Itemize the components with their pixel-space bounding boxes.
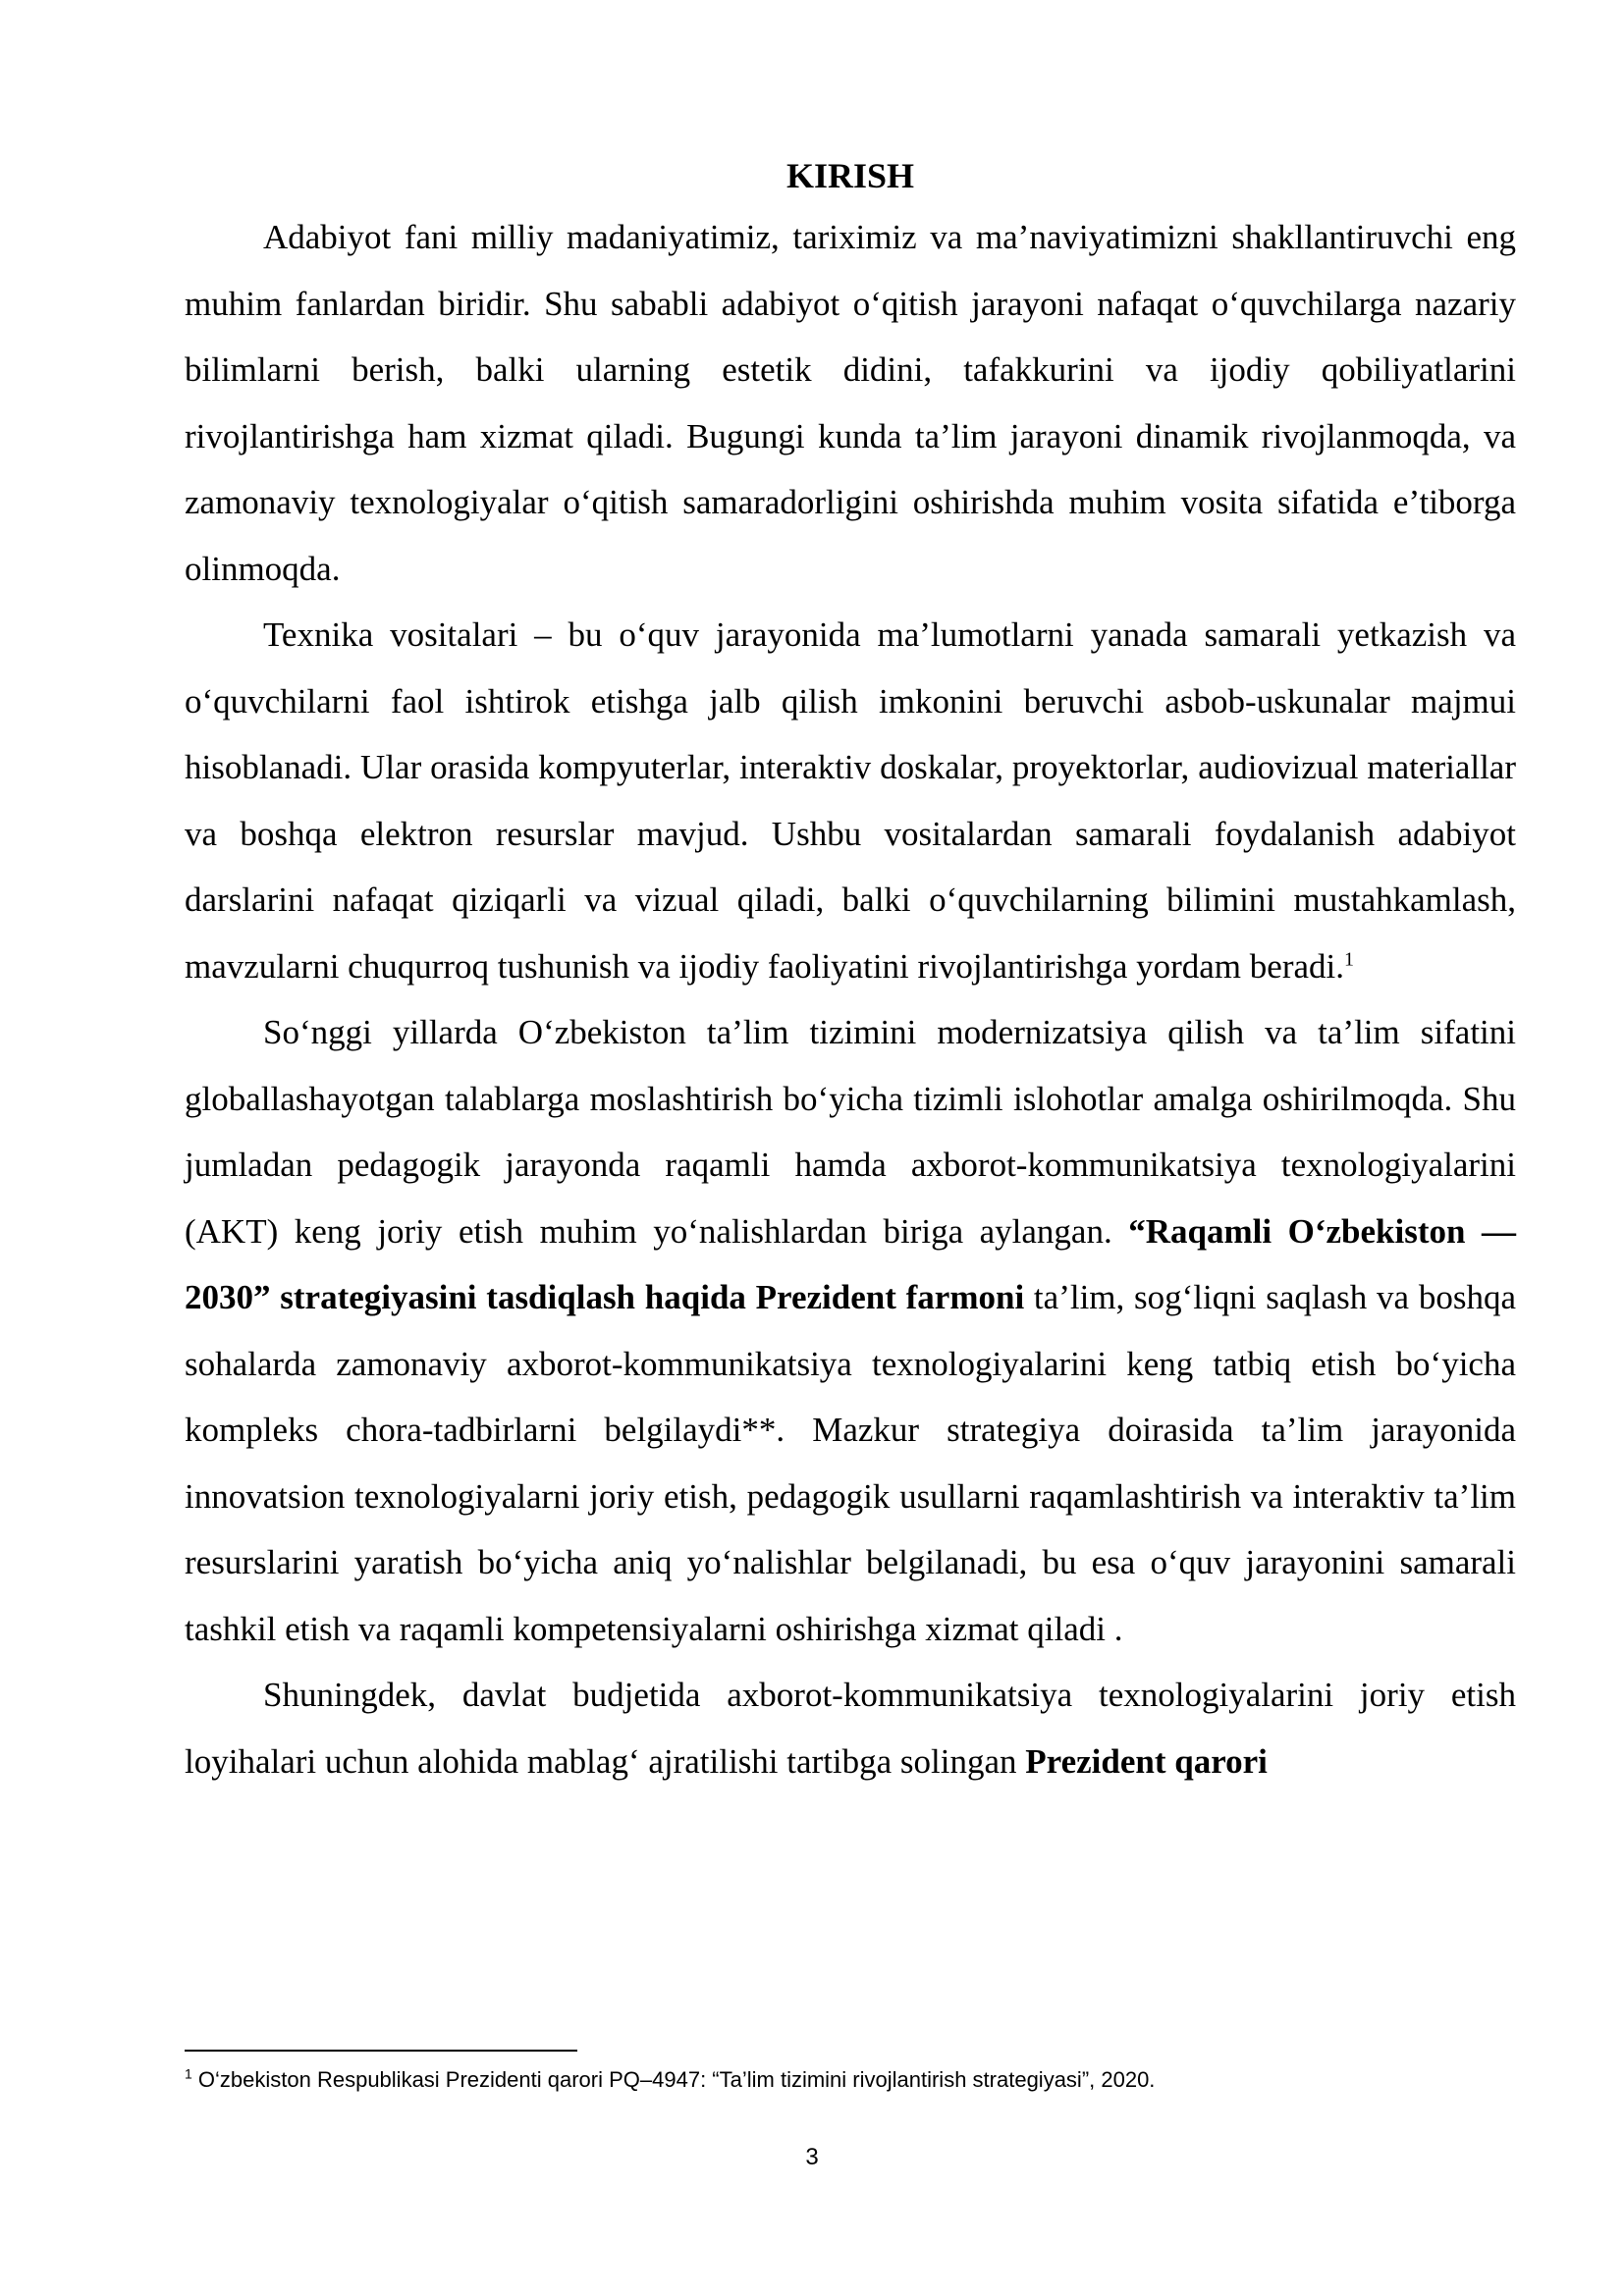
paragraph-4-bold-title: Prezident qarori (1025, 1741, 1268, 1781)
paragraph-4 (185, 1662, 1516, 1794)
footnote-reference[interactable]: 1 (1343, 947, 1354, 970)
paragraph-3 (185, 999, 1516, 1662)
footnote (185, 2065, 1516, 2095)
footnote-marker: 1 (185, 2065, 192, 2082)
paragraph-4-text: Shuningdek, davlat budjetida axborot-kommunikatsiya texnologiyalarini joriy etish loyihalari uchun alohida mablag‘ ajratilishi tartibga solingan (185, 1676, 1516, 1781)
paragraph-1 (185, 204, 1516, 602)
page-number: 3 (805, 2144, 819, 2170)
paragraph-3-text-start: So‘nggi yillarda O‘zbekiston ta’lim tizimini modernizatsiya qilish va ta’lim sifatini globallashayotgan talablarga moslashtirish bo‘yicha tizimli islohotlar amalga oshirilmoqda. Shu jumladan pedagogik jarayonda raqamli hamda axborot-kommunikatsiya texnologiyalarini (AKT) keng joriy etish muhim yo‘nalishlardan biriga aylangan. (185, 1013, 1516, 1251)
paragraph-1-text: Adabiyot fani milliy madaniyatimiz, tariximiz va ma’naviyatimizni shakllantiruvchi eng muhim fanlardan biridir. Shu sababli adabiyot o‘qitish jarayoni nafaqat o‘quvchilarga nazariy bilimlarni berish, balki ularning estetik didini, tafakkurini va ijodiy qobiliyatlarini rivojlantirishga ham xizmat qiladi. Bugungi kunda ta’lim jarayoni dinamik rivojlanmoqda, va zamonaviy texnologiyalar o‘qitish samaradorligini oshirishda muhim vosita sifatida e’tiborga olinmoqda. (185, 218, 1516, 588)
paragraph-3-bold-title: “Raqamli O‘zbekiston — 2030” strategiyasini tasdiqlash haqida Prezident farmoni (185, 1211, 1516, 1316)
section-heading: KIRISH (785, 156, 915, 195)
footnote-text: O‘zbekiston Respublikasi Prezidenti qarori PQ–4947: “Ta’lim tizimini rivojlantirish strategiyasi”, 2020. (191, 2067, 1156, 2092)
paragraph-2 (185, 602, 1516, 999)
body-text (185, 147, 1516, 1794)
paragraph-2-text: Texnika vositalari – bu o‘quv jarayonida ma’lumotlarni yanada samarali yetkazish va o‘quvchilarni faol ishtirok etishga jalb qilish imkonini beruvchi asbob-uskunalar majmui hisoblanadi. Ular orasida kompyuterlar, interaktiv doskalar, proyektorlar, audiovizual materiallar va boshqa elektron resurslar mavjud. Ushbu vositalardan samarali foydalanish adabiyot darslarini nafaqat qiziqarli va vizual qiladi, balki o‘quvchilarning bilimini mustahkamlash, mavzularni chuqurroq tushunish va ijodiy faoliyatini rivojlantirishga yordam beradi. (185, 615, 1516, 986)
footnote-separator (185, 2050, 577, 2052)
paragraph-3-text-end: ta’lim, sog‘liqni saqlash va boshqa sohalarda zamonaviy axborot-kommunikatsiya texnologiyalarini keng tatbiq etish bo‘yicha kompleks chora-tadbirlarni belgilaydi**. Mazkur strategiya doirasida ta’lim jarayonida innovatsion texnologiyalarni joriy etish, pedagogik usullarni raqamlashtirish va interaktiv ta’lim resurslarini yaratish bo‘yicha aniq yo‘nalishlar belgilanadi, bu esa o‘quv jarayonini samarali tashkil etish va raqamli kompetensiyalarni oshirishga xizmat qiladi . (185, 1278, 1516, 1648)
